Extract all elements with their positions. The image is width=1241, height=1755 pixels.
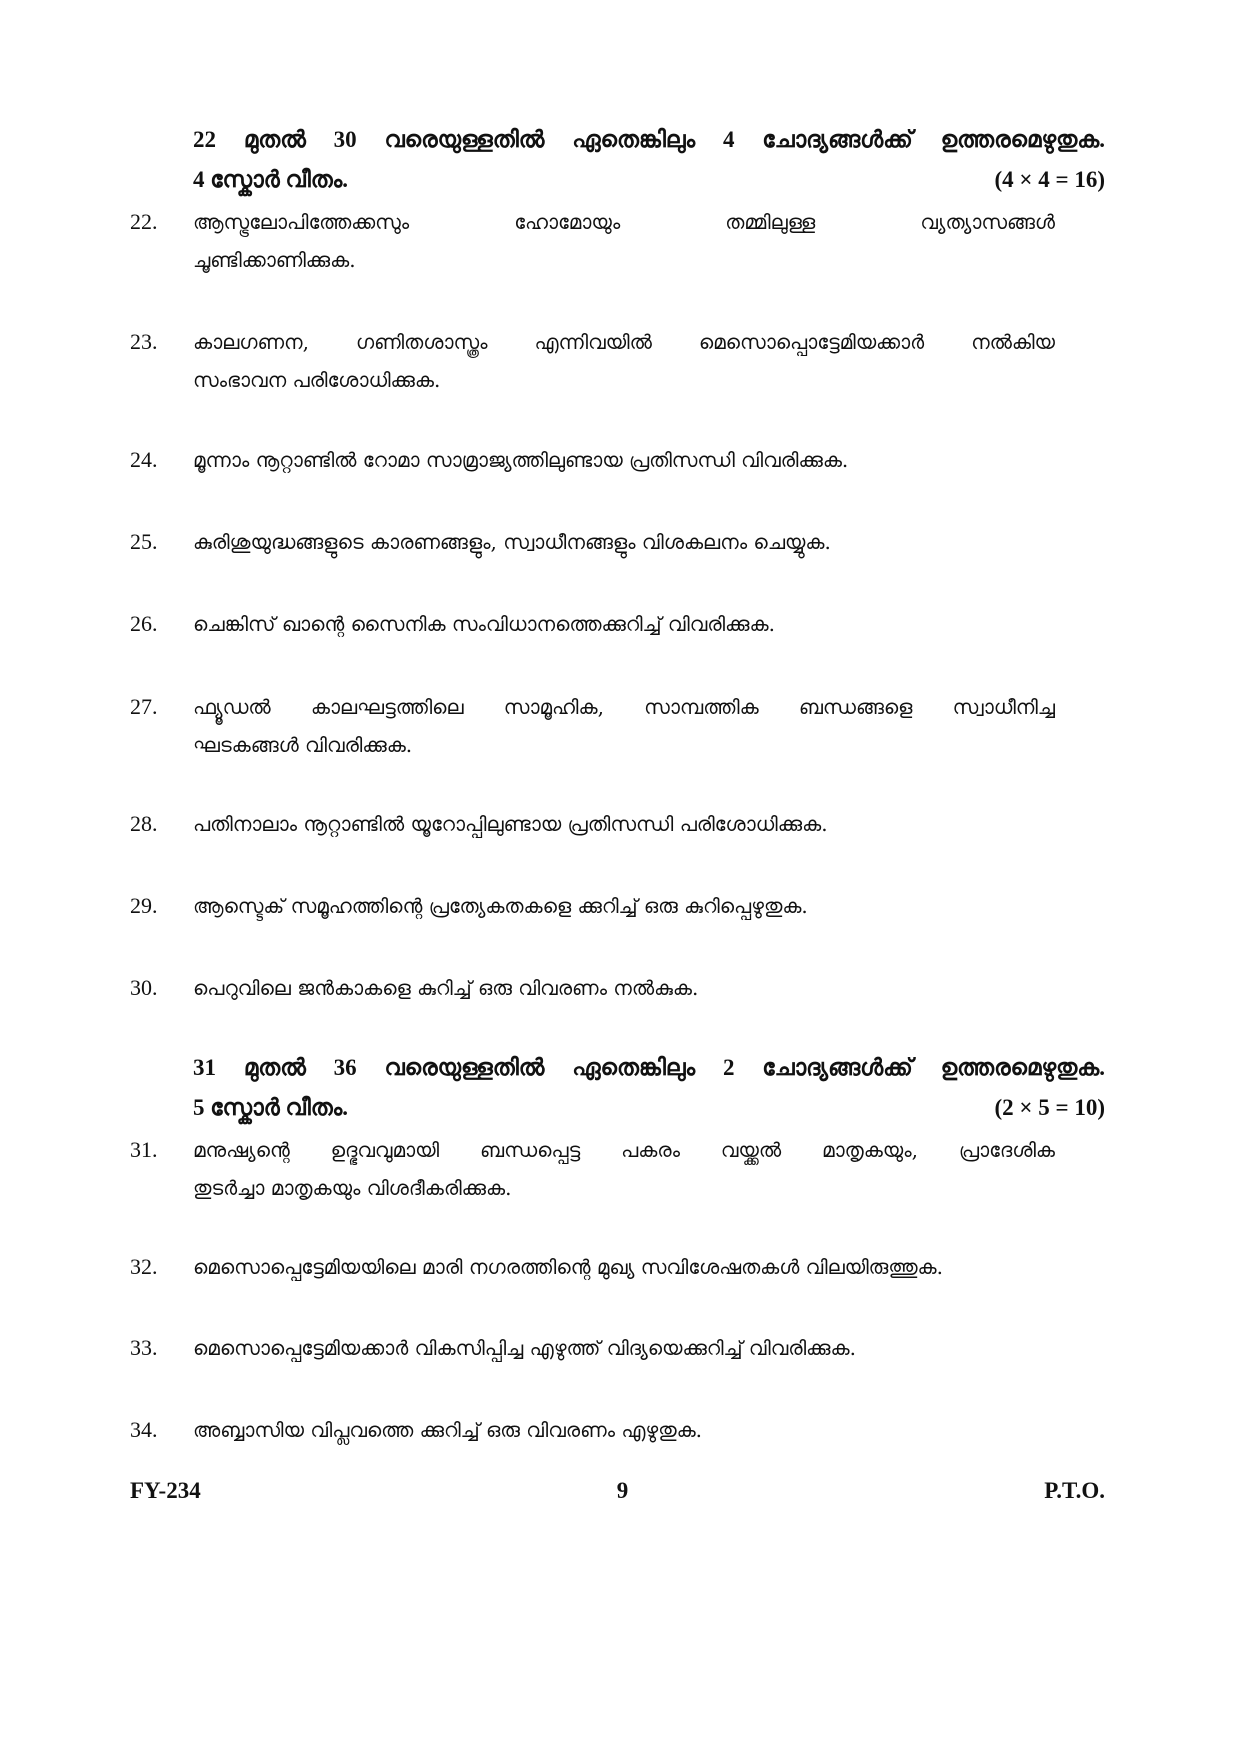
marks-allocation: (4 × 4 = 16) <box>994 167 1105 192</box>
score-note: 4 സ്കോർ വീതം. <box>193 167 349 192</box>
question-32 <box>130 1248 1060 1286</box>
question-34 <box>130 1411 1060 1449</box>
question-25 <box>130 523 1060 561</box>
question-29 <box>130 887 1060 925</box>
question-text-line2: സംഭാവന പരിശോധിക്കുക. <box>193 368 441 392</box>
question-22 <box>130 203 1060 279</box>
question-text: മൂന്നാം നൂറ്റാണ്ടിൽ റോമാ സാമ്രാജ്യത്തിലുണ്ടായ പ്രതിസന്ധി വിവരിക്കുക. <box>193 448 849 472</box>
question-text: ആസ്ടെക് സമൂഹത്തിന്റെ പ്രത്യേകതകളെ ക്കുറിച്ച് ഒരു കുറിപ്പെഴുതുക. <box>193 894 808 918</box>
question-number: 33. <box>130 1335 158 1360</box>
question-text-line1: കാലഗണന, ഗണിതശാസ്ത്രം എന്നിവയിൽ മെസൊപ്പൊട്ടേമിയക്കാർ നൽകിയ <box>193 330 1055 354</box>
question-text: പെറുവിലെ ജൻകാകളെ കുറിച്ച് ഒരു വിവരണം നൽകുക. <box>193 976 699 1000</box>
question-number: 27. <box>130 694 158 719</box>
instruction-text: 22 മുതൽ 30 വരെയുള്ളതിൽ ഏതെങ്കിലും 4 ചോദ്യങ്ങൾക്ക് ഉത്തരമെഴുതുക. <box>193 127 1105 152</box>
question-text: കുരിശുയുദ്ധങ്ങളുടെ കാരണങ്ങളും, സ്വാധീനങ്ങളും വിശകലനം ചെയ്യുക. <box>193 530 831 554</box>
question-number: 31. <box>130 1137 158 1162</box>
section-b-instruction <box>193 1048 1105 1128</box>
question-27 <box>130 688 1060 764</box>
question-number: 30. <box>130 975 158 1000</box>
question-text-line2: തുടർച്ചാ മാതൃകയും വിശദീകരിക്കുക. <box>193 1176 512 1200</box>
question-text: മെസൊപ്പെട്ടേമിയക്കാർ വികസിപ്പിച്ച എഴുത്ത് വിദ്യയെക്കുറിച്ച് വിവരിക്കുക. <box>193 1336 856 1360</box>
question-text-line1: മനുഷ്യന്റെ ഉദ്ഭവവുമായി ബന്ധപ്പെട്ട പകരം വയ്ക്കൽ മാതൃകയും, പ്രാദേശിക <box>193 1138 1055 1162</box>
question-text: മെസൊപ്പെട്ടേമിയയിലെ മാരി നഗരത്തിന്റെ മുഖ്യ സവിശേഷതകൾ വിലയിരുത്തുക. <box>193 1255 943 1279</box>
question-23 <box>130 323 1060 399</box>
question-number: 26. <box>130 611 158 636</box>
question-text: അബ്ബാസിയ വിപ്ലവത്തെ ക്കുറിച്ച് ഒരു വിവരണം എഴുതുക. <box>193 1418 703 1442</box>
question-number: 24. <box>130 447 158 472</box>
question-number: 23. <box>130 329 158 354</box>
section-a-instruction <box>193 120 1105 200</box>
question-number: 25. <box>130 529 158 554</box>
page-footer <box>130 1478 1105 1504</box>
marks-allocation: (2 × 5 = 10) <box>994 1095 1105 1120</box>
question-text-line1: ഫ്യൂഡൽ കാലഘട്ടത്തിലെ സാമൂഹിക, സാമ്പത്തിക ബന്ധങ്ങളെ സ്വാധീനിച്ച <box>193 695 1055 719</box>
question-30 <box>130 969 1060 1007</box>
question-text-line2: ഘടകങ്ങൾ വിവരിക്കുക. <box>193 733 413 757</box>
question-text-line2: ചൂണ്ടിക്കാണിക്കുക. <box>193 248 356 272</box>
question-number: 28. <box>130 811 158 836</box>
instruction-text: 31 മുതൽ 36 വരെയുള്ളതിൽ ഏതെങ്കിലും 2 ചോദ്യങ്ങൾക്ക് ഉത്തരമെഴുതുക. <box>193 1055 1105 1080</box>
please-turn-over: P.T.O. <box>1044 1478 1105 1503</box>
question-33 <box>130 1329 1060 1367</box>
question-text: ചെങ്കിസ് ഖാന്റെ സൈനിക സംവിധാനത്തെക്കുറിച്ച് വിവരിക്കുക. <box>193 612 775 636</box>
question-24 <box>130 441 1060 479</box>
question-text: പതിനാലാം നൂറ്റാണ്ടിൽ യൂറോപ്പിലുണ്ടായ പ്രതിസന്ധി പരിശോധിക്കുക. <box>193 812 828 836</box>
question-number: 34. <box>130 1417 158 1442</box>
question-26 <box>130 605 1060 643</box>
question-text-line1: ആസ്ട്രലോപിത്തേക്കസും ഹോമോയും തമ്മിലുള്ള വ്യത്യാസങ്ങൾ <box>193 210 1055 234</box>
question-number: 22. <box>130 209 158 234</box>
paper-code: FY-234 <box>130 1478 201 1503</box>
score-note: 5 സ്കോർ വീതം. <box>193 1095 349 1120</box>
question-28 <box>130 805 1060 843</box>
page-number: 9 <box>616 1478 629 1503</box>
question-number: 32. <box>130 1254 158 1279</box>
question-31 <box>130 1131 1060 1207</box>
question-number: 29. <box>130 893 158 918</box>
